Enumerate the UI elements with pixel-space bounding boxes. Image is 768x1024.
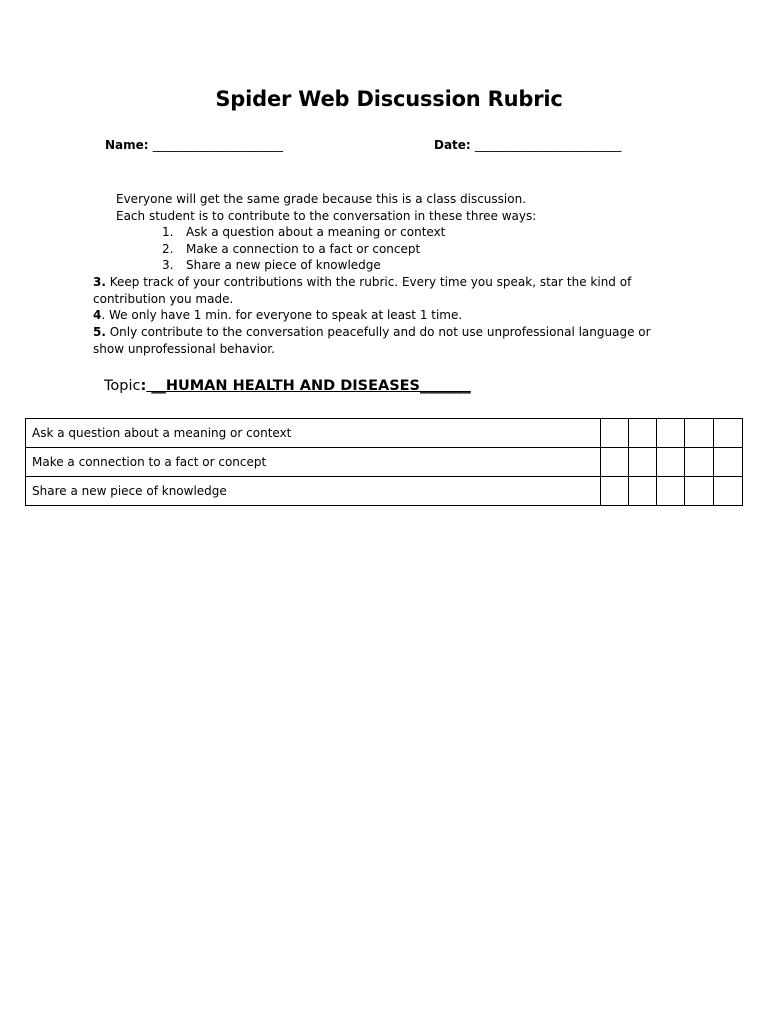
rule-text: . We only have 1 min. for everyone to speak at least 1 time. <box>101 308 463 322</box>
intro-line: Each student is to contribute to the conversation in these three ways: <box>116 209 537 223</box>
rule-number: 3. <box>93 275 106 289</box>
tally-box[interactable] <box>629 448 657 477</box>
tally-box[interactable] <box>685 419 714 448</box>
page-title: Spider Web Discussion Rubric <box>215 87 563 111</box>
rule-item <box>93 274 673 307</box>
table-row <box>26 419 743 448</box>
list-number: 3. <box>162 258 174 272</box>
tally-box[interactable] <box>714 477 743 506</box>
list-item-text: Share a new piece of knowledge <box>186 258 381 272</box>
rule-item <box>93 307 673 324</box>
tally-box[interactable] <box>714 448 743 477</box>
name-field <box>105 138 282 152</box>
tally-box[interactable] <box>629 477 657 506</box>
list-number: 1. <box>162 225 174 239</box>
rubric-table <box>25 418 743 506</box>
tally-box[interactable] <box>657 477 685 506</box>
tally-box[interactable] <box>657 448 685 477</box>
rubric-row-label: Share a new piece of knowledge <box>26 477 601 506</box>
tally-box[interactable] <box>629 419 657 448</box>
tally-box[interactable] <box>657 419 685 448</box>
list-item <box>162 257 381 274</box>
list-item <box>162 241 420 258</box>
tally-box[interactable] <box>685 448 714 477</box>
rule-number: 4 <box>93 308 102 322</box>
list-item-text: Ask a question about a meaning or context <box>186 225 446 239</box>
tally-box[interactable] <box>714 419 743 448</box>
rule-item <box>93 324 673 357</box>
topic-value: __HUMAN HEALTH AND DISEASES_______ <box>146 378 471 394</box>
tally-box[interactable] <box>601 419 629 448</box>
list-item-text: Make a connection to a fact or concept <box>186 242 421 256</box>
date-blank-line[interactable]: ___________________________ <box>474 138 621 152</box>
topic-label: Topic <box>104 378 141 394</box>
rubric-row-label: Make a connection to a fact or concept <box>26 448 601 477</box>
tally-box[interactable] <box>601 477 629 506</box>
rule-number: 5. <box>93 325 106 339</box>
topic-line <box>104 378 471 394</box>
rule-text: Only contribute to the conversation peacefully and do not use unprofessional language or show unprofessional behavior. <box>93 325 651 356</box>
table-row <box>26 477 743 506</box>
name-blank-line[interactable]: ________________________ <box>152 138 283 152</box>
rule-text: Keep track of your contributions with the rubric. Every time you speak, star the kind of contribution you made. <box>93 275 632 306</box>
name-label: Name: <box>105 138 149 152</box>
intro-line: Everyone will get the same grade because this is a class discussion. <box>116 192 527 206</box>
topic-colon: : <box>140 378 147 394</box>
list-item <box>162 224 445 241</box>
date-field <box>434 138 621 152</box>
list-number: 2. <box>162 242 174 256</box>
table-row <box>26 448 743 477</box>
date-label: Date: <box>434 138 471 152</box>
tally-box[interactable] <box>601 448 629 477</box>
rubric-row-label: Ask a question about a meaning or context <box>26 419 601 448</box>
tally-box[interactable] <box>685 477 714 506</box>
